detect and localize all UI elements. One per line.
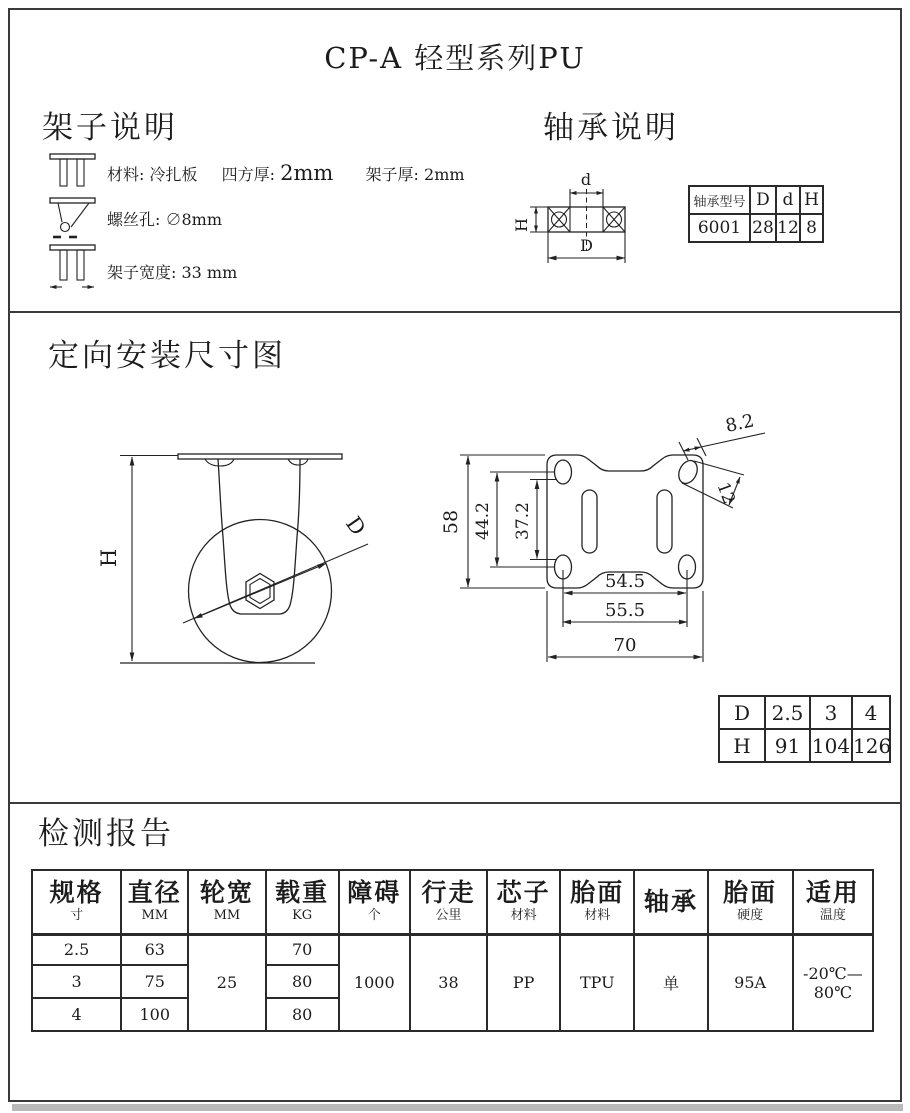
header-tread-sub: 材料 (584, 908, 611, 924)
plate-dim-12: 12 (712, 479, 739, 507)
tread-tpu: TPU (560, 934, 634, 1031)
frame-material-line (107, 161, 465, 185)
header-diameter-main: 直径 (127, 878, 182, 908)
dh-table-row-H (719, 729, 890, 762)
temperature-range: -20℃—80℃ (793, 934, 873, 1031)
scan-shadow (12, 1104, 903, 1111)
load-70: 70 (266, 934, 339, 965)
bearing-H-value: 8 (800, 214, 823, 242)
dh-H-104: 104 (810, 729, 852, 762)
header-distance (410, 870, 487, 934)
plate-dim-8-2: 8.2 (723, 410, 757, 437)
plate-dim-55-5: 55.5 (604, 600, 646, 621)
bearing-dim-h-label: H (512, 218, 531, 232)
dh-D-4: 4 (852, 696, 890, 729)
header-obstacle-sub: 个 (367, 908, 381, 924)
screw-hole-side-view-icon (48, 196, 100, 244)
dh-H-91: 91 (765, 729, 810, 762)
header-wheel-width (188, 870, 265, 934)
fork-width-view-icon (48, 243, 100, 293)
header-core-sub: 材料 (510, 908, 537, 924)
dh-H-label: H (719, 729, 765, 762)
dia-63: 63 (121, 934, 188, 965)
header-diameter (121, 870, 188, 934)
plate-dim-70: 70 (613, 635, 637, 656)
header-distance-sub: 公里 (435, 908, 462, 924)
bearing-cross-section-drawing (512, 165, 655, 275)
bearing-single: 单 (634, 934, 707, 1031)
plate-dim-54-5: 54.5 (604, 571, 646, 592)
bearing-model-header: 轴承型号 (689, 186, 750, 214)
section-divider-2 (8, 802, 902, 804)
frame-width-line: 架子宽度: 33 mm (107, 263, 238, 282)
report-row-2-5 (32, 934, 873, 965)
load-80b: 80 (266, 998, 339, 1031)
dh-D-2-5: 2.5 (765, 696, 810, 729)
caster-side-view-drawing (97, 430, 390, 672)
bearing-table-value-row (689, 214, 823, 242)
header-core (487, 870, 560, 934)
frame-screwhole-line: 螺丝孔: ∅8mm (107, 210, 223, 229)
bearing-D-value: 28 (750, 214, 776, 242)
header-spec (32, 870, 121, 934)
header-load (266, 870, 339, 934)
load-80a: 80 (266, 965, 339, 998)
dia-100: 100 (121, 998, 188, 1031)
bearing-section-heading: 轴承说明 (543, 110, 679, 146)
core-pp: PP (487, 934, 560, 1031)
square-thickness-label: 四方厚: (221, 165, 281, 184)
header-load-main: 载重 (275, 878, 330, 908)
bearing-d-value: 12 (776, 214, 800, 242)
header-obstacle-main: 障碍 (347, 878, 402, 908)
bearing-table-header-row (689, 186, 823, 214)
header-wheel-width-main: 轮宽 (199, 878, 254, 908)
bearing-col-H: H (800, 186, 823, 214)
report-header-row (32, 870, 873, 934)
frame-section-heading: 架子说明 (42, 110, 178, 146)
inspection-report-table (31, 869, 874, 1032)
header-distance-main: 行走 (421, 878, 476, 908)
header-core-main: 芯子 (496, 878, 551, 908)
header-spec-main: 规格 (49, 878, 104, 908)
square-thickness-value: 2mm (280, 161, 334, 185)
distance-38: 38 (410, 934, 487, 1031)
plate-dim-44-2: 44.2 (473, 502, 493, 540)
bearing-spec-table (688, 185, 824, 243)
header-tread (560, 870, 634, 934)
header-bearing-main: 轴承 (643, 886, 698, 916)
frame-thickness-label: 架子厚: (365, 165, 425, 184)
side-dim-H-label: H (97, 548, 121, 568)
header-hardness-main: 胎面 (723, 878, 778, 908)
header-obstacle (339, 870, 410, 934)
frame-thickness-value: 2mm (424, 165, 465, 184)
spec-2-5: 2.5 (32, 934, 121, 965)
material-label: 材料: 冷扎板 (107, 165, 198, 184)
hardness-95a: 95A (708, 934, 793, 1031)
header-spec-sub: 寸 (70, 908, 84, 924)
report-section-heading: 检测报告 (38, 816, 174, 852)
bearing-model-value: 6001 (689, 214, 750, 242)
header-temperature-sub: 温度 (819, 908, 846, 924)
page-title: CP-A 轻型系列PU (324, 41, 586, 75)
header-hardness-sub: 硬度 (737, 908, 764, 924)
bearing-col-d: d (776, 186, 800, 214)
dh-D-3: 3 (810, 696, 852, 729)
mounting-plate-top-view-drawing (440, 410, 790, 670)
section-divider-1 (8, 311, 902, 313)
header-tread-main: 胎面 (570, 878, 625, 908)
wheel-width-25: 25 (188, 934, 265, 1031)
side-dim-D-label: D (341, 512, 371, 540)
header-hardness (708, 870, 793, 934)
dh-H-126: 126 (852, 729, 890, 762)
bearing-dim-D-label: D (580, 236, 593, 255)
dh-table-row-D (719, 696, 890, 729)
header-temperature (793, 870, 873, 934)
header-load-sub: KG (292, 908, 313, 924)
header-diameter-sub: MM (141, 908, 169, 924)
fork-front-view-icon (48, 152, 100, 194)
header-bearing (634, 870, 707, 934)
plate-dim-37-2: 37.2 (513, 502, 533, 540)
header-wheel-width-sub: MM (213, 908, 241, 924)
install-section-heading: 定向安装尺寸图 (48, 338, 286, 374)
spec-3: 3 (32, 965, 121, 998)
bearing-dim-d-label: d (580, 170, 592, 189)
plate-dim-58: 58 (440, 509, 462, 535)
dia-75: 75 (121, 965, 188, 998)
bearing-col-D: D (750, 186, 776, 214)
header-temperature-main: 适用 (805, 878, 860, 908)
diameter-height-table (718, 695, 891, 763)
spec-4: 4 (32, 998, 121, 1031)
dh-D-label: D (719, 696, 765, 729)
obstacle-1000: 1000 (339, 934, 410, 1031)
